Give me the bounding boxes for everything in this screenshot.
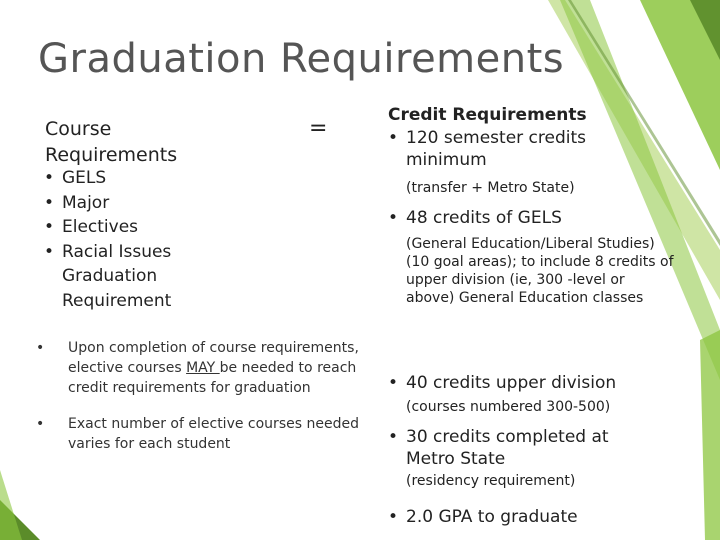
credit-main: 2.0 GPA to graduate — [406, 507, 578, 527]
credit-sub: (courses numbered 300-500) — [406, 399, 611, 415]
bullet-text-continuation: Requirement — [62, 290, 172, 311]
note-item — [36, 338, 368, 398]
equals-sign: = — [309, 116, 328, 141]
note-text: Exact number of elective courses needed varies for each student — [68, 416, 359, 452]
note-text — [68, 338, 368, 398]
credit-item — [388, 506, 676, 528]
credit-sub: (residency requirement) — [406, 473, 576, 489]
bullet-text: GELS — [62, 168, 107, 188]
credit-sub: (General Education/Liberal Studies) (10 goal areas); to include 8 credits of upper division (ie, 300 -level or above) General Education classes — [406, 236, 674, 306]
note-text-after: be needed to reach credit requirements for graduation — [68, 360, 357, 396]
course-requirements-heading — [45, 116, 177, 168]
note-text-before: Upon completion of course requirements, elective courses — [68, 340, 359, 376]
credit-main: 40 credits upper division — [406, 373, 617, 393]
course-heading-line1: Course — [45, 118, 112, 140]
credit-item — [388, 207, 676, 307]
bullet-marker: • — [44, 168, 55, 188]
credit-body — [406, 127, 616, 197]
bullet-text: Electives — [62, 217, 139, 237]
credit-marker: • — [388, 128, 399, 148]
credit-requirements-panel — [388, 103, 688, 527]
list-item — [44, 240, 171, 314]
note-marker: • — [36, 340, 45, 356]
note-marker: • — [36, 416, 45, 432]
credit-item — [388, 426, 636, 490]
credit-marker: • — [388, 208, 399, 228]
list-item — [44, 191, 171, 216]
credit-marker: • — [388, 373, 399, 393]
credit-marker: • — [388, 507, 399, 527]
credit-marker: • — [388, 427, 399, 447]
bullet-text: Racial Issues — [62, 241, 172, 262]
credit-sub: (transfer + Metro State) — [406, 180, 575, 196]
note-emphasis: MAY — [186, 360, 220, 376]
credit-requirements-heading: Credit Requirements — [388, 105, 587, 125]
bullet-text-block — [62, 240, 171, 314]
credit-body — [406, 506, 676, 528]
credit-item — [388, 372, 676, 416]
credit-body — [406, 426, 636, 490]
credit-item — [388, 127, 616, 197]
note-item — [36, 414, 368, 454]
course-heading-line2: Requirements — [45, 144, 178, 166]
bullet-marker: • — [44, 241, 55, 262]
bullet-marker: • — [44, 217, 55, 237]
course-bullet-list — [44, 166, 171, 313]
list-item — [44, 166, 171, 191]
bullet-text: Major — [62, 192, 110, 213]
credit-main: 48 credits of GELS — [406, 208, 562, 228]
credit-body — [406, 372, 676, 416]
bullet-text-continuation: Graduation — [62, 266, 158, 286]
accent-shape-bottom — [700, 330, 720, 540]
slide-title: Graduation Requirements — [38, 36, 565, 82]
bullet-marker: • — [44, 192, 55, 213]
list-item — [44, 215, 171, 240]
credit-main: 30 credits completed at Metro State — [406, 427, 609, 469]
credit-body — [406, 207, 676, 307]
credit-main: 120 semester credits minimum — [406, 128, 587, 170]
